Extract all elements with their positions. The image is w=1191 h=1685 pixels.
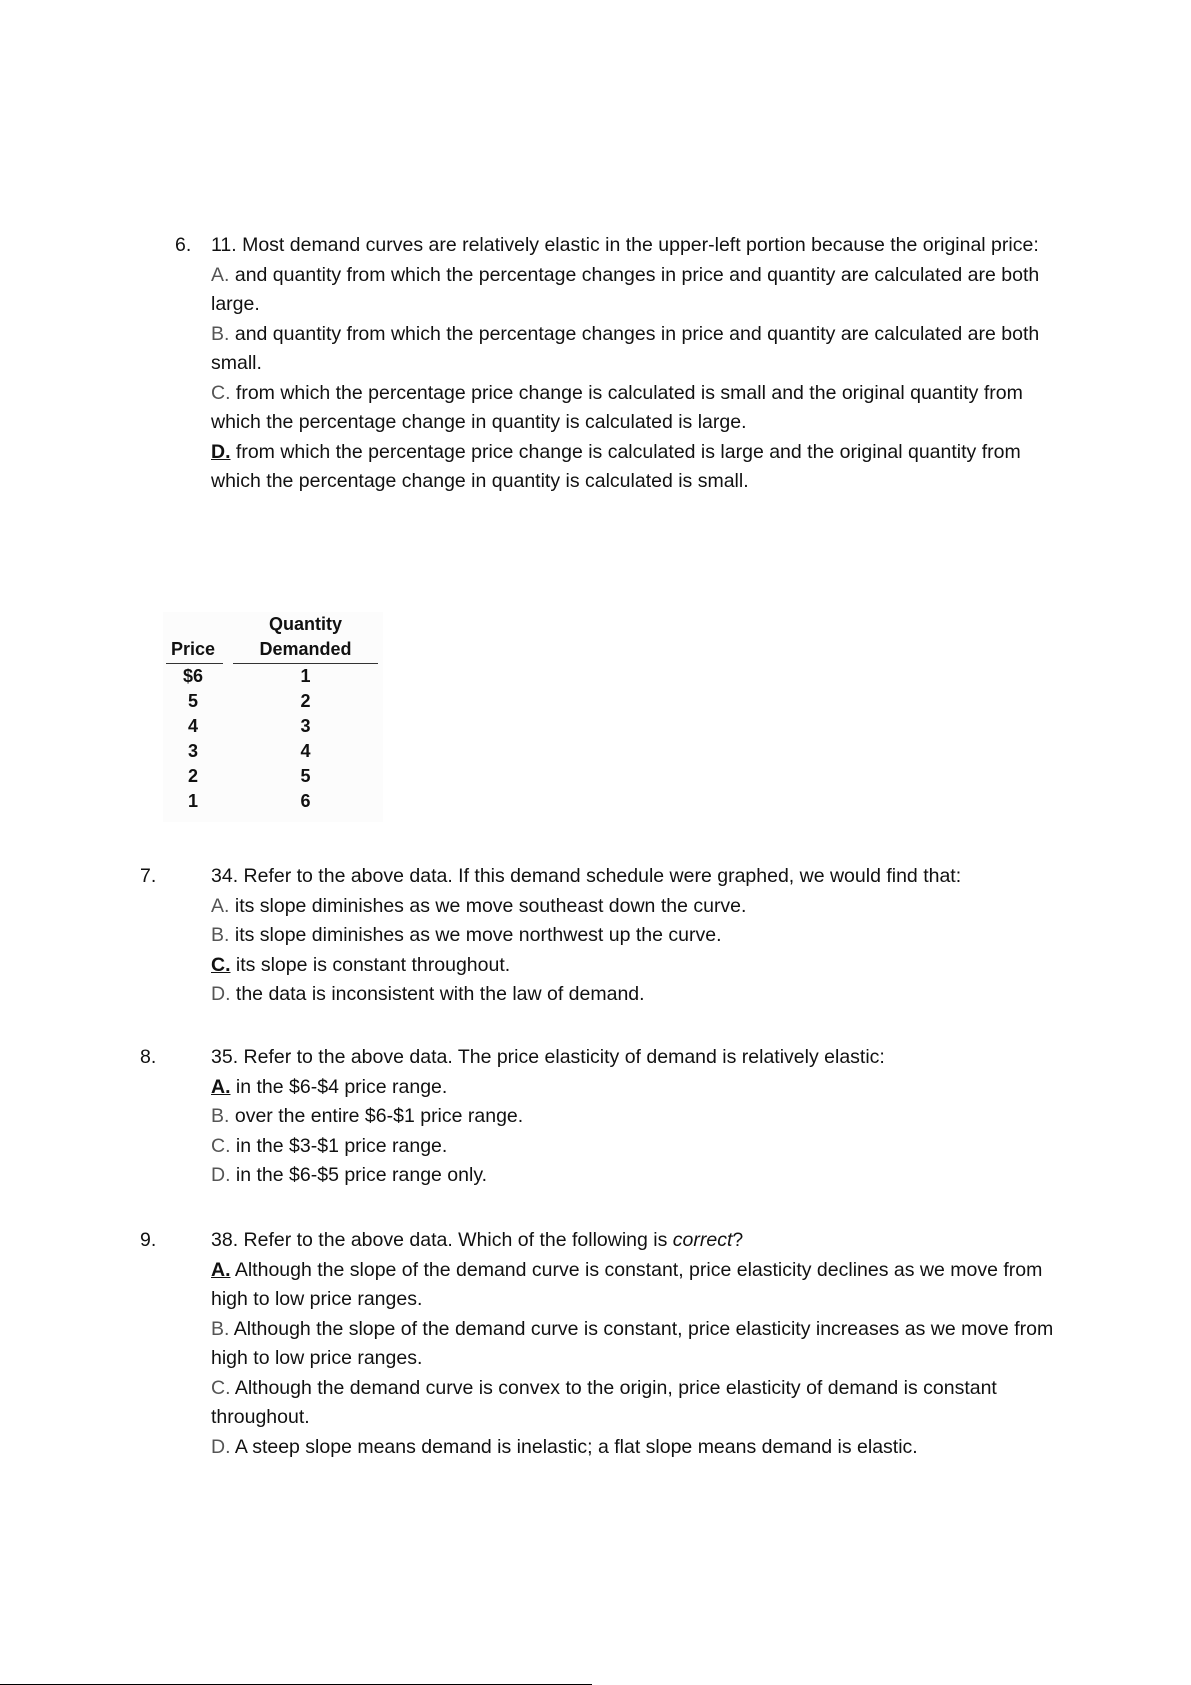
- option-b: B. its slope diminishes as we move northwest up the curve.: [211, 924, 722, 946]
- header-demanded: Demanded: [259, 639, 352, 659]
- price-cell: 2: [187, 766, 198, 786]
- option-a: A. and quantity from which the percentage changes in price and quantity are calculated are both large.: [211, 263, 1040, 315]
- quantity-cell: 6: [300, 791, 311, 811]
- option-c: C. in the $3-$1 price range.: [211, 1134, 448, 1157]
- option-b: B. over the entire $6-$1 price range.: [211, 1105, 524, 1127]
- quantity-cell: 4: [300, 741, 311, 761]
- price-cell: 5: [187, 691, 198, 711]
- demand-schedule-table: [163, 612, 383, 822]
- option-d: D. A steep slope means demand is inelastic; a flat slope means demand is elastic.: [211, 1435, 918, 1458]
- question-number: 7.: [140, 865, 157, 887]
- option-c: C. from which the percentage price change is calculated is small and the original quantity from which the percentage change in quantity is calculated is large.: [211, 381, 1023, 433]
- quantity-cell: 1: [300, 666, 311, 686]
- option-a-correct: A. in the $6-$4 price range.: [211, 1075, 448, 1098]
- quantity-cell: 3: [300, 716, 311, 736]
- header-quantity: Quantity: [268, 614, 342, 634]
- option-c: C. Although the demand curve is convex to the origin, price elasticity of demand is constant throughout.: [211, 1376, 997, 1428]
- price-cell: 3: [187, 741, 198, 761]
- question-stem: 35. Refer to the above data. The price elasticity of demand is relatively elastic:: [211, 1046, 885, 1068]
- question-number: 6.: [175, 234, 192, 256]
- question-number: 8.: [140, 1046, 157, 1068]
- question-stem: 38. Refer to the above data. Which of the following is correct?: [211, 1229, 744, 1251]
- price-cell: $6: [182, 666, 204, 686]
- price-cell: 1: [187, 791, 198, 811]
- quantity-cell: 5: [300, 766, 311, 786]
- option-b: B. and quantity from which the percentage changes in price and quantity are calculated are both small.: [211, 322, 1040, 374]
- price-cell: 4: [187, 716, 198, 736]
- option-d: D. the data is inconsistent with the law of demand.: [211, 983, 645, 1005]
- question-stem: 34. Refer to the above data. If this demand schedule were graphed, we would find that:: [211, 865, 962, 887]
- option-d-correct: D. from which the percentage price change is calculated is large and the original quantity from which the percentage change in quantity is calculated is small.: [211, 440, 1021, 492]
- option-c-correct: C. its slope is constant throughout.: [211, 953, 511, 976]
- question-number: 9.: [140, 1229, 157, 1251]
- option-d: D. in the $6-$5 price range only.: [211, 1164, 488, 1186]
- question-stem: 11. Most demand curves are relatively elastic in the upper-left portion because the original price:: [211, 234, 1039, 256]
- quantity-cell: 2: [300, 691, 311, 711]
- header-price: Price: [170, 639, 216, 659]
- option-a-correct: A. Although the slope of the demand curve is constant, price elasticity declines as we move from high to low price ranges.: [211, 1258, 1043, 1310]
- option-b: B. Although the slope of the demand curve is constant, price elasticity increases as we move from high to low price ranges.: [211, 1317, 1054, 1369]
- option-a: A. its slope diminishes as we move southeast down the curve.: [211, 894, 747, 917]
